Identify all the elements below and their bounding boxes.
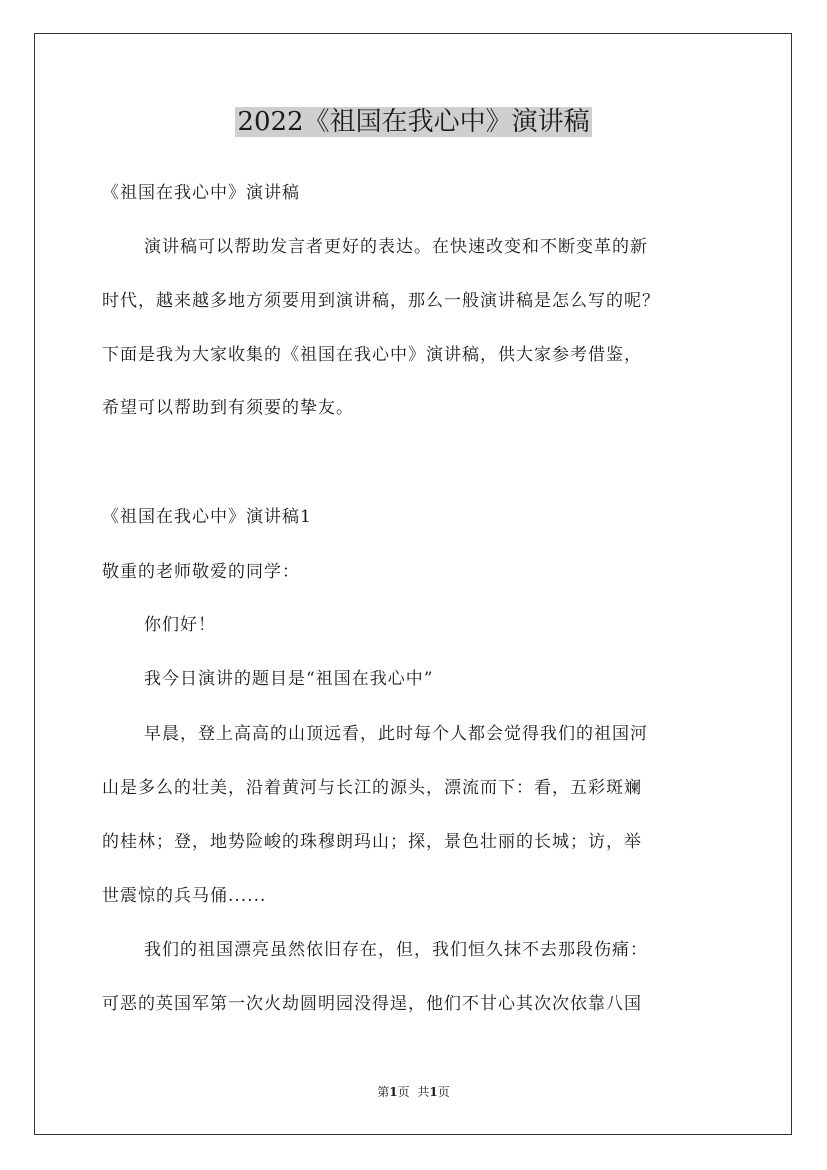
intro-line-1: 演讲稿可以帮助发言者更好的表达。在快速改变和不断变革的新 (144, 237, 648, 257)
para1-line-1: 早晨，登上高高的山顶远看，此时每个人都会觉得我们的祖国河 (144, 724, 648, 744)
document-title-text: 2022《祖国在我心中》演讲稿 (237, 107, 590, 137)
document-title (0, 100, 827, 144)
footer-page-prefix: 第 (377, 1085, 390, 1099)
footer-total-suffix: 页 (437, 1085, 450, 1099)
para2-line-1: 我们的祖国漂亮虽然依旧存在，但，我们恒久抹不去那段伤痛： (144, 940, 648, 960)
para1-line-4: 世震惊的兵马俑...... (102, 886, 267, 906)
intro-line-2: 时代，越来越多地方须要用到演讲稿，那么一般演讲稿是怎么写的呢？ (102, 291, 660, 311)
footer-total-number: 1 (429, 1085, 438, 1099)
footer-page-suffix: 页 (397, 1085, 410, 1099)
section-heading: 《祖国在我心中》演讲稿1 (102, 507, 312, 527)
intro-line-4: 希望可以帮助到有须要的挚友。 (102, 398, 354, 418)
document-subtitle: 《祖国在我心中》演讲稿 (102, 183, 300, 203)
intro-line-3: 下面是我为大家收集的《祖国在我心中》演讲稿，供大家参考借鉴， (102, 345, 642, 365)
para1-line-3: 的桂林；登，地势险峻的珠穆朗玛山；探，景色壮丽的长城；访，举 (102, 832, 642, 852)
salutation: 敬重的老师敬爱的同学： (102, 562, 300, 582)
para1-line-2: 山是多么的壮美，沿着黄河与长江的源头，漂流而下：看，五彩斑斓 (102, 778, 642, 798)
page-footer (0, 1083, 827, 1101)
footer-total-prefix: 共 (417, 1085, 430, 1099)
greeting: 你们好！ (144, 615, 216, 635)
para2-line-2: 可恶的英国军第一次火劫圆明园没得逞，他们不甘心其次次依靠八国 (102, 994, 642, 1014)
footer-page-number: 1 (389, 1085, 398, 1099)
speech-topic: 我今日演讲的题目是“祖国在我心中” (144, 669, 434, 689)
